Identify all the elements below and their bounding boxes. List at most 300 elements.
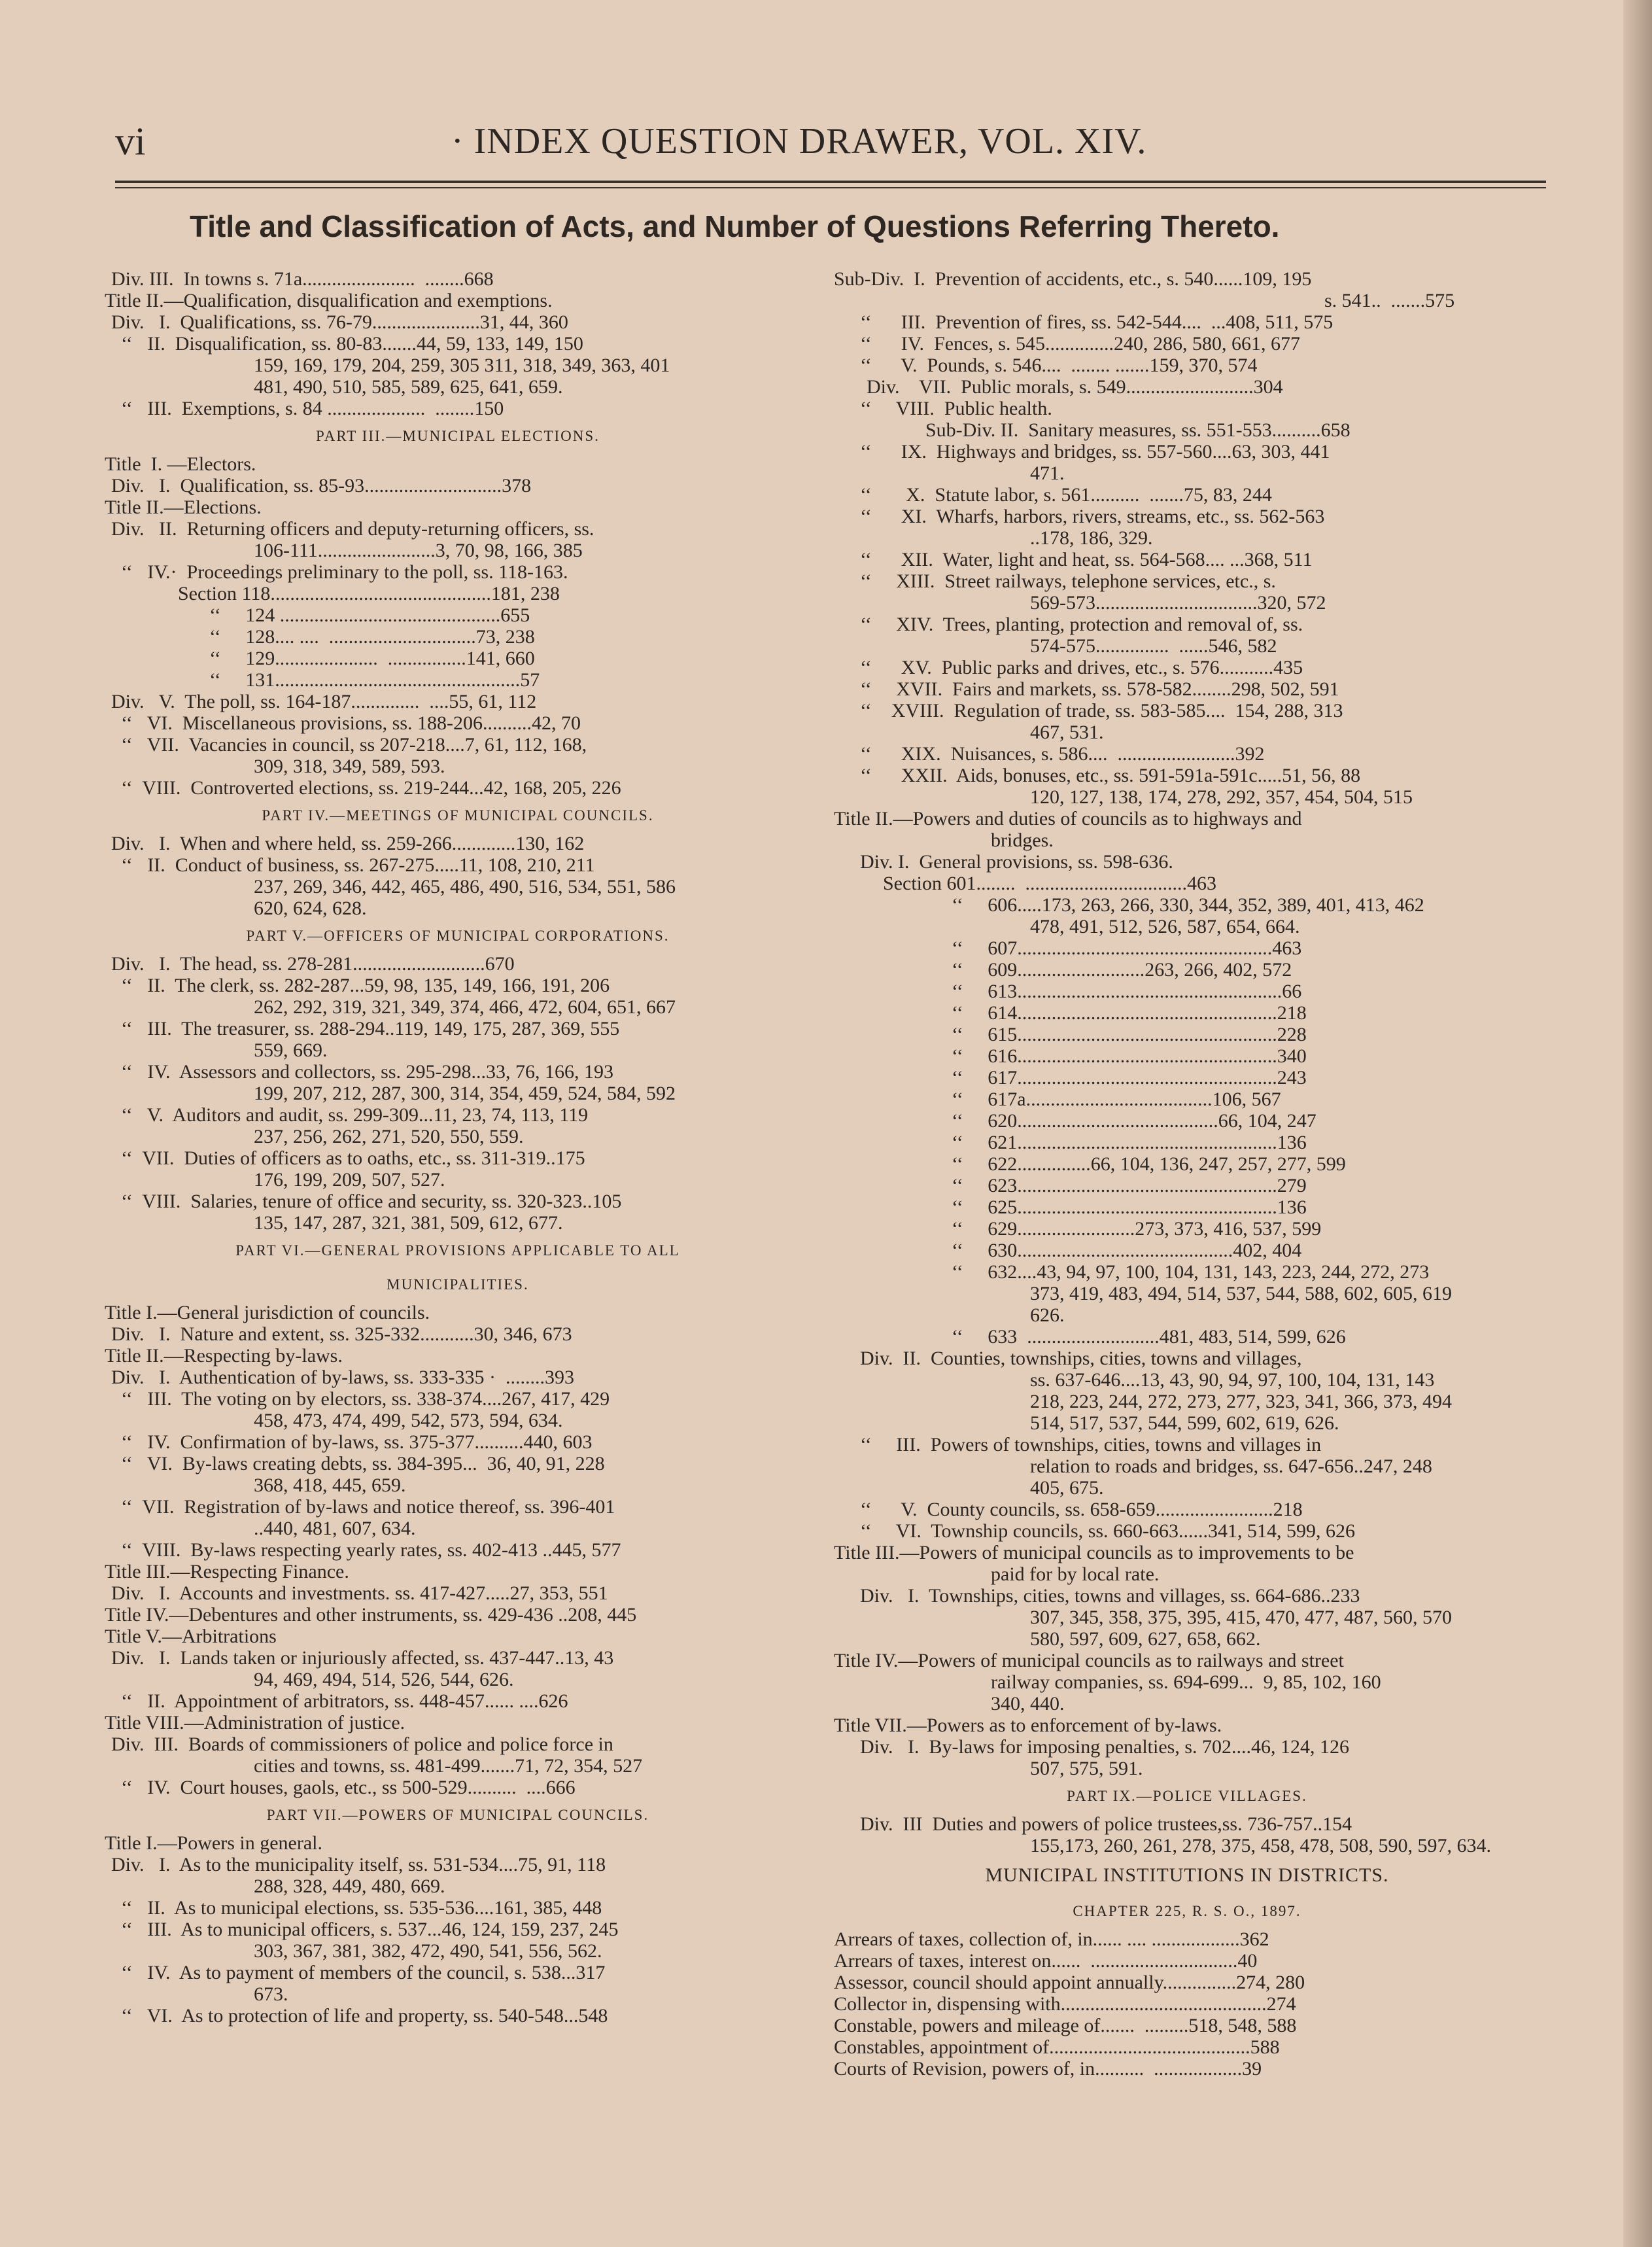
index-entry-line	[105, 583, 811, 604]
index-entry-text: 620, 624, 628.	[254, 897, 367, 919]
index-entry-line	[834, 1412, 1540, 1434]
index-entry-text: ‘‘ VIII. By-laws respecting yearly rates, ss. 402-413 ..445, 577	[111, 1539, 621, 1561]
index-entry-text: 176, 199, 209, 507, 527.	[254, 1169, 445, 1191]
index-entry-line	[105, 669, 811, 691]
index-entry-line	[105, 953, 811, 975]
index-entry-line	[105, 540, 811, 561]
index-entry-line	[834, 484, 1540, 506]
section-heading	[105, 419, 811, 453]
index-entry-text: ‘‘ 617a......................................106, 567	[952, 1089, 1281, 1110]
page-number: vi	[115, 120, 146, 163]
index-entry-line	[834, 1326, 1540, 1348]
index-entry-text: Assessor, council should appoint annually...............274, 280	[834, 1972, 1305, 1993]
index-entry-line	[105, 1940, 811, 1962]
index-entry-line	[834, 1715, 1540, 1736]
index-entry-line	[105, 2005, 811, 2027]
index-entry-text: ‘‘ II. The clerk, ss. 282-287...59, 98, 135, 149, 166, 191, 206	[111, 975, 610, 996]
index-entry-text: ‘‘ VIII. Controverted elections, ss. 219-244...42, 168, 205, 226	[111, 777, 621, 799]
index-entry-text: cities and towns, ss. 481-499.......71, 72, 354, 527	[254, 1755, 643, 1777]
index-entry-text: 237, 256, 262, 271, 520, 550, 559.	[254, 1126, 524, 1147]
section-heading-text: MUNICIPAL INSTITUTIONS IN DISTRICTS.	[985, 1864, 1389, 1886]
index-entry-text: 626.	[1030, 1304, 1065, 1326]
index-entry-line	[834, 1369, 1540, 1391]
index-entry-text: ‘‘ 617.....................................................243	[952, 1067, 1307, 1089]
index-entry-text: 373, 419, 483, 494, 514, 537, 544, 588, 602, 605, 619	[1030, 1283, 1452, 1304]
index-entry-text: Sub-Div. I. Prevention of accidents, etc., s. 540......109, 195	[834, 268, 1312, 290]
index-entry-text: ‘‘ 131..................................................57	[209, 669, 540, 691]
index-entry-text: ‘‘ II. Appointment of arbitrators, ss. 448-457...... ....626	[111, 1690, 568, 1712]
index-entry-text: 368, 418, 445, 659.	[254, 1474, 406, 1496]
index-entry-text: ‘‘ III. Powers of townships, cities, towns and villages in	[860, 1434, 1322, 1455]
index-entry-text: ‘‘ II. As to municipal elections, ss. 535-536....161, 385, 448	[111, 1897, 602, 1919]
index-entry-line	[105, 975, 811, 996]
index-entry-line	[834, 1607, 1540, 1628]
index-entry-line	[105, 1647, 811, 1669]
index-entry-line	[834, 1261, 1540, 1283]
section-heading	[834, 1779, 1540, 1813]
index-entry-line	[105, 1539, 811, 1561]
index-entry-line	[834, 376, 1540, 398]
index-entry-line	[105, 1518, 811, 1539]
index-entry-line	[105, 1126, 811, 1147]
index-entry-text: Constables, appointment of.........................................588	[834, 2036, 1280, 2058]
index-entry-text: s. 541.. .......575	[1324, 290, 1455, 311]
index-entry-line	[105, 1302, 811, 1323]
index-entry-line	[105, 1669, 811, 1690]
index-entry-text: ‘‘ II. Disqualification, ss. 80-83.......44, 59, 133, 149, 150	[111, 333, 583, 355]
index-entry-line	[834, 808, 1540, 829]
index-entry-text: ‘‘ XVIII. Regulation of trade, ss. 583-585.... 154, 288, 313	[860, 700, 1343, 722]
index-entry-text: ‘‘ VII. Registration of by-laws and notice thereof, ss. 396-401	[111, 1496, 615, 1518]
index-entry-text: Title III.—Powers of municipal councils as to improvements to be	[834, 1542, 1354, 1563]
index-entry-line	[834, 1563, 1540, 1585]
index-entry-text: ‘‘ 606.....173, 263, 266, 330, 344, 352, 389, 401, 413, 462	[952, 894, 1424, 916]
index-entry-text: Div. II. Counties, townships, cities, towns and villages,	[860, 1348, 1302, 1369]
header-rule-thin	[115, 187, 1546, 188]
section-heading	[105, 919, 811, 953]
index-entry-text: Title I.—Powers in general.	[105, 1832, 323, 1854]
index-entry-line	[834, 1153, 1540, 1175]
index-title: Title and Classification of Acts, and Number of Questions Referring Thereto.	[190, 209, 1280, 243]
index-entry-line	[834, 916, 1540, 937]
index-entry-text: Div. I. Accounts and investments. ss. 417-427.....27, 353, 551	[111, 1582, 608, 1604]
section-heading-text: PART VII.—POWERS OF MUNICIPAL COUNCILS.	[266, 1807, 649, 1823]
index-entry-line	[105, 1832, 811, 1854]
index-entry-line	[105, 1345, 811, 1367]
index-entry-line	[834, 268, 1540, 290]
index-entry-line	[834, 333, 1540, 355]
index-entry-line	[105, 1983, 811, 2005]
index-entry-line	[834, 2058, 1540, 2080]
index-entry-line	[834, 1520, 1540, 1542]
index-entry-line	[105, 876, 811, 897]
index-entry-line	[105, 1777, 811, 1798]
index-entry-text: 237, 269, 346, 442, 465, 486, 490, 516, 534, 551, 586	[254, 876, 676, 897]
index-entry-line	[834, 894, 1540, 916]
index-entry-line	[834, 1972, 1540, 1993]
index-entry-text: ‘‘ III. Prevention of fires, ss. 542-544.... ...408, 511, 575	[860, 311, 1334, 333]
section-heading	[105, 799, 811, 833]
index-entry-line	[105, 1854, 811, 1875]
index-entry-text: ‘‘ 616.....................................................340	[952, 1045, 1307, 1067]
index-entry-text: railway companies, ss. 694-699... 9, 85, 102, 160	[991, 1671, 1381, 1693]
index-entry-line	[834, 1477, 1540, 1499]
index-entry-line	[105, 1897, 811, 1919]
section-heading-text: PART III.—MUNICIPAL ELECTIONS.	[316, 428, 600, 444]
index-entry-line	[105, 1582, 811, 1604]
index-entry-text: Div. I. The head, ss. 278-281...........................670	[111, 953, 515, 975]
index-entry-text: ‘‘ XV. Public parks and drives, etc., s. 576...........435	[860, 657, 1303, 678]
index-entry-text: relation to roads and bridges, ss. 647-656..247, 248	[1030, 1455, 1432, 1477]
index-entry-text: ‘‘ 630............................................402, 404	[952, 1240, 1302, 1261]
index-entry-text: Div. I. As to the municipality itself, ss. 531-534....75, 91, 118	[111, 1854, 606, 1875]
index-entry-text: Div. I. Qualifications, ss. 76-79......................31, 44, 360	[111, 311, 568, 333]
index-entry-text: 471.	[1030, 462, 1065, 484]
index-entry-line	[105, 1919, 811, 1940]
index-entry-text: Title VIII.—Administration of justice.	[105, 1712, 405, 1733]
index-entry-line	[834, 1434, 1540, 1455]
index-entry-line	[105, 311, 811, 333]
index-entry-line	[105, 1083, 811, 1104]
index-entry-line	[105, 1733, 811, 1755]
index-entry-line	[834, 743, 1540, 765]
index-entry-text: ‘‘ 613......................................................66	[952, 981, 1302, 1002]
index-entry-text: ‘‘ VI. Miscellaneous provisions, ss. 188-206..........42, 70	[111, 712, 581, 734]
index-entry-text: ‘‘ 622...............66, 104, 136, 247, 257, 277, 599	[952, 1153, 1346, 1175]
section-heading	[105, 1798, 811, 1832]
index-entry-text: Div. II. Returning officers and deputy-returning officers, ss.	[111, 518, 594, 540]
index-entry-line	[105, 1962, 811, 1983]
index-entry-text: 673.	[254, 1983, 288, 2005]
index-entry-text: ..440, 481, 607, 634.	[254, 1518, 416, 1539]
index-entry-line	[834, 441, 1540, 462]
index-entry-text: 458, 473, 474, 499, 542, 573, 594, 634.	[254, 1410, 563, 1431]
index-entry-text: ‘‘ IV. As to payment of members of the council, s. 538...317	[111, 1962, 606, 1983]
index-entry-line	[834, 1542, 1540, 1563]
index-entry-text: Div. III Duties and powers of police trustees,ss. 736-757..154	[860, 1813, 1352, 1835]
index-entry-text: ‘‘ IV. Assessors and collectors, ss. 295-298...33, 76, 166, 193	[111, 1061, 614, 1083]
index-entry-text: ‘‘ V. Pounds, s. 546.... ........ .......159, 370, 574	[860, 355, 1258, 376]
index-entry-line	[105, 376, 811, 398]
index-entry-line	[834, 419, 1540, 441]
index-entry-line	[105, 1604, 811, 1626]
index-entry-text: ‘‘ II. Conduct of business, ss. 267-275.....11, 108, 210, 211	[111, 854, 595, 876]
index-entry-line	[834, 937, 1540, 959]
index-entry-line	[105, 1755, 811, 1777]
index-entry-line	[105, 897, 811, 919]
index-entry-line	[105, 1626, 811, 1647]
right-column	[834, 268, 1540, 2080]
index-entry-line	[105, 1323, 811, 1345]
index-entry-line	[834, 1175, 1540, 1196]
index-entry-line	[834, 398, 1540, 419]
index-entry-text: ‘‘ 623.....................................................279	[952, 1175, 1307, 1196]
index-entry-line	[105, 996, 811, 1018]
index-entry-text: Div. I. Nature and extent, ss. 325-332...........30, 346, 673	[111, 1323, 572, 1345]
index-entry-line	[105, 1039, 811, 1061]
index-entry-line	[105, 496, 811, 518]
index-entry-line	[834, 614, 1540, 635]
index-entry-line	[834, 1110, 1540, 1132]
index-entry-line	[834, 851, 1540, 873]
index-entry-text: ‘‘ III. The treasurer, ss. 288-294..119, 149, 175, 287, 369, 555	[111, 1018, 620, 1039]
running-header: · INDEX QUESTION DRAWER, VOL. XIV.	[451, 121, 1147, 162]
index-entry-text: ‘‘ IV. Court houses, gaols, etc., ss 500-529.......... ....666	[111, 1777, 576, 1798]
section-heading-text: PART IX.—POLICE VILLAGES.	[1067, 1788, 1307, 1804]
index-entry-text: ‘‘ III. The voting on by electors, ss. 338-374....267, 417, 429	[111, 1388, 610, 1410]
index-entry-line	[834, 959, 1540, 981]
index-entry-text: ‘‘ XI. Wharfs, harbors, rivers, streams, etc., ss. 562-563	[860, 506, 1325, 527]
index-entry-line	[105, 475, 811, 496]
index-entry-text: 514, 517, 537, 544, 599, 602, 619, 626.	[1030, 1412, 1339, 1434]
index-entry-text: ‘‘ XIX. Nuisances, s. 586.... ........................392	[860, 743, 1265, 765]
index-entry-line	[105, 268, 811, 290]
index-entry-text: ‘‘ IX. Highways and bridges, ss. 557-560....63, 303, 441	[860, 441, 1330, 462]
index-entry-text: Title IV.—Powers of municipal councils as to railways and street	[834, 1650, 1344, 1671]
index-entry-text: ‘‘ IV.· Proceedings preliminary to the poll, ss. 118-163.	[111, 561, 568, 583]
index-entry-line	[834, 1950, 1540, 1972]
index-entry-line	[105, 691, 811, 712]
section-heading-text: PART VI.—GENERAL PROVISIONS APPLICABLE TO ALL	[235, 1242, 680, 1259]
index-entry-text: Title II.—Qualification, disqualification and exemptions.	[105, 290, 553, 311]
index-entry-text: 94, 469, 494, 514, 526, 544, 626.	[254, 1669, 514, 1690]
index-entry-text: 574-575............... ......546, 582	[1030, 635, 1277, 657]
index-entry-line	[834, 1993, 1540, 2015]
index-entry-line	[834, 1835, 1540, 1856]
index-entry-line	[834, 1813, 1540, 1835]
index-entry-line	[105, 1690, 811, 1712]
index-entry-line	[834, 657, 1540, 678]
header-rule-thick	[115, 181, 1546, 183]
index-entry-line	[105, 1474, 811, 1496]
index-entry-text: 159, 169, 179, 204, 259, 305 311, 318, 349, 363, 401	[254, 355, 670, 376]
index-entry-line	[105, 1496, 811, 1518]
index-entry-line	[834, 722, 1540, 743]
index-entry-text: paid for by local rate.	[991, 1563, 1160, 1585]
index-entry-line	[834, 1391, 1540, 1412]
index-entry-line	[105, 1018, 811, 1039]
index-entry-line	[105, 398, 811, 419]
index-entry-line	[834, 1928, 1540, 1950]
index-entry-line	[105, 1453, 811, 1474]
index-entry-text: 481, 490, 510, 585, 589, 625, 641, 659.	[254, 376, 563, 398]
index-entry-text: ‘‘ 129..................... ................141, 660	[209, 648, 535, 669]
index-entry-line	[105, 854, 811, 876]
index-entry-line	[834, 829, 1540, 851]
index-entry-line	[105, 1410, 811, 1431]
index-entry-line	[834, 873, 1540, 894]
index-entry-line	[834, 635, 1540, 657]
index-entry-text: 135, 147, 287, 321, 381, 509, 612, 677.	[254, 1212, 563, 1234]
index-entry-line	[834, 2036, 1540, 2058]
section-heading	[834, 1894, 1540, 1928]
index-entry-line	[834, 1304, 1540, 1326]
index-entry-line	[834, 1693, 1540, 1715]
index-entry-text: 340, 440.	[991, 1693, 1065, 1715]
index-entry-line	[834, 311, 1540, 333]
page-edge-shadow	[1623, 0, 1652, 2247]
index-entry-line	[834, 1002, 1540, 1024]
index-entry-text: ‘‘ XVII. Fairs and markets, ss. 578-582........298, 502, 591	[860, 678, 1339, 700]
index-entry-text: bridges.	[991, 829, 1054, 851]
index-entry-text: Div. III. In towns s. 71a....................... ........668	[111, 268, 494, 290]
index-entry-line	[834, 2015, 1540, 2036]
index-entry-line	[834, 1650, 1540, 1671]
index-entry-line	[834, 1499, 1540, 1520]
index-entry-text: ‘‘ III. As to municipal officers, s. 537...46, 124, 159, 237, 245	[111, 1919, 619, 1940]
index-entry-text: Section 118.............................................181, 238	[178, 583, 560, 604]
index-entry-line	[834, 1196, 1540, 1218]
index-entry-text: ‘‘ V. County councils, ss. 658-659........................218	[860, 1499, 1303, 1520]
index-entry-line	[105, 1712, 811, 1733]
index-entry-text: ‘‘ 615.....................................................228	[952, 1024, 1307, 1045]
section-heading-text: MUNICIPALITIES.	[387, 1276, 529, 1293]
section-heading	[105, 1268, 811, 1302]
index-entry-line	[105, 1191, 811, 1212]
index-entry-text: ‘‘ XIII. Street railways, telephone services, etc., s.	[860, 570, 1276, 592]
index-entry-line	[105, 1061, 811, 1083]
index-entry-text: Title II.—Elections.	[105, 496, 262, 518]
index-entry-text: Arrears of taxes, interest on...... ..............................40	[834, 1950, 1258, 1972]
index-entry-text: Collector in, dispensing with..........................................274	[834, 1993, 1296, 2015]
index-entry-text: Div. I. Authentication of by-laws, ss. 333-335 · ........393	[111, 1367, 574, 1388]
index-entry-line	[105, 734, 811, 756]
index-entry-text: ‘‘ XII. Water, light and heat, ss. 564-568.... ...368, 511	[860, 549, 1313, 570]
index-entry-line	[105, 1875, 811, 1897]
index-entry-text: Title I.—General jurisdiction of councils.	[105, 1302, 430, 1323]
index-entry-line	[834, 1736, 1540, 1758]
index-entry-text: 218, 223, 244, 272, 273, 277, 323, 341, 366, 373, 494	[1030, 1391, 1452, 1412]
index-entry-text: ‘‘ 607....................................................463	[952, 937, 1302, 959]
index-entry-line	[834, 1045, 1540, 1067]
index-entry-text: ‘‘ VI. As to protection of life and property, ss. 540-548...548	[111, 2005, 608, 2027]
index-entry-line	[834, 1089, 1540, 1110]
section-heading	[105, 1234, 811, 1268]
index-entry-text: ‘‘ 633 ...........................481, 483, 514, 599, 626	[952, 1326, 1346, 1348]
index-entry-text: ‘‘ VIII. Salaries, tenure of office and security, ss. 320-323..105	[111, 1191, 622, 1212]
index-entry-line	[105, 648, 811, 669]
index-entry-text: ‘‘ 629........................273, 373, 416, 537, 599	[952, 1218, 1322, 1240]
index-entry-line	[834, 506, 1540, 527]
index-entry-text: Title VII.—Powers as to enforcement of by-laws.	[834, 1715, 1222, 1736]
index-entry-line	[834, 678, 1540, 700]
index-entry-line	[105, 604, 811, 626]
index-entry-text: ‘‘ VII. Vacancies in council, ss 207-218....7, 61, 112, 168,	[111, 734, 587, 756]
index-entry-line	[105, 756, 811, 777]
index-entry-text: Sub-Div. II. Sanitary measures, ss. 551-553..........658	[925, 419, 1351, 441]
index-entry-line	[834, 1348, 1540, 1369]
index-entry-line	[105, 833, 811, 854]
index-entry-line	[105, 1367, 811, 1388]
index-entry-text: ‘‘ III. Exemptions, s. 84 .................... ........150	[111, 398, 504, 419]
index-entry-line	[105, 1147, 811, 1169]
index-entry-line	[834, 765, 1540, 786]
section-heading-text: PART V.—OFFICERS OF MUNICIPAL CORPORATIONS.	[246, 928, 670, 944]
index-entry-text: Title II.—Respecting by-laws.	[105, 1345, 343, 1367]
index-entry-text: 303, 367, 381, 382, 472, 490, 541, 556, 562.	[254, 1940, 602, 1962]
index-entry-text: Div. III. Boards of commissioners of police and police force in	[111, 1733, 613, 1755]
index-entry-text: Courts of Revision, powers of, in.......... ..................39	[834, 2058, 1262, 2080]
index-entry-text: Div. I. Lands taken or injuriously affected, ss. 437-447..13, 43	[111, 1647, 614, 1669]
index-entry-text: ‘‘ IV. Fences, s. 545..............240, 286, 580, 661, 677	[860, 333, 1301, 355]
index-entry-text: 199, 207, 212, 287, 300, 314, 354, 459, 524, 584, 592	[254, 1083, 676, 1104]
index-entry-text: 307, 345, 358, 375, 395, 415, 470, 477, 487, 560, 570	[1030, 1607, 1452, 1628]
index-entry-line	[834, 981, 1540, 1002]
index-entry-text: Title I. —Electors.	[105, 453, 256, 475]
index-entry-line	[834, 462, 1540, 484]
index-entry-text: 106-111........................3, 70, 98, 166, 385	[254, 540, 583, 561]
index-entry-text: ‘‘ 621.....................................................136	[952, 1132, 1307, 1153]
index-entry-line	[834, 527, 1540, 549]
index-entry-line	[105, 333, 811, 355]
index-entry-line	[834, 1585, 1540, 1607]
index-entry-line	[834, 290, 1540, 311]
index-entry-text: 478, 491, 512, 526, 587, 654, 664.	[1030, 916, 1300, 937]
index-entry-text: Div. I. When and where held, ss. 259-266.............130, 162	[111, 833, 585, 854]
section-heading	[834, 1856, 1540, 1894]
index-entry-text: ‘‘ XIV. Trees, planting, protection and removal of, ss.	[860, 614, 1303, 635]
index-entry-line	[105, 561, 811, 583]
index-entry-text: ‘‘ 128.... .... ..............................73, 238	[209, 626, 535, 648]
index-entry-text: Div. I. Townships, cities, towns and villages, ss. 664-686..233	[860, 1585, 1360, 1607]
index-entry-line	[834, 1671, 1540, 1693]
index-entry-line	[105, 712, 811, 734]
index-entry-text: ‘‘ 124 .............................................655	[209, 604, 530, 626]
index-entry-text: 467, 531.	[1030, 722, 1104, 743]
index-entry-text: ‘‘ 609..........................263, 266, 402, 572	[952, 959, 1292, 981]
index-entry-line	[105, 518, 811, 540]
index-entry-text: ‘‘ 614.....................................................218	[952, 1002, 1307, 1024]
index-entry-text: Div. VII. Public morals, s. 549..........................304	[867, 376, 1283, 398]
index-entry-line	[834, 1024, 1540, 1045]
index-entry-text: 580, 597, 609, 627, 658, 662.	[1030, 1628, 1261, 1650]
index-entry-line	[105, 1431, 811, 1453]
index-entry-line	[105, 1104, 811, 1126]
index-entry-line	[834, 1067, 1540, 1089]
index-entry-line	[834, 1283, 1540, 1304]
index-entry-text: ..178, 186, 329.	[1030, 527, 1153, 549]
index-entry-text: ‘‘ IV. Confirmation of by-laws, ss. 375-377..........440, 603	[111, 1431, 593, 1453]
index-entry-text: Title IV.—Debentures and other instruments, ss. 429-436 ..208, 445	[105, 1604, 637, 1626]
index-entry-text: ‘‘ 632....43, 94, 97, 100, 104, 131, 143, 223, 244, 272, 273	[952, 1261, 1430, 1283]
index-entry-text: ‘‘ VI. By-laws creating debts, ss. 384-395... 36, 40, 91, 228	[111, 1453, 605, 1474]
index-entry-line	[105, 1169, 811, 1191]
index-entry-text: 309, 318, 349, 589, 593.	[254, 756, 445, 777]
index-entry-text: ‘‘ VI. Township councils, ss. 660-663......341, 514, 599, 626	[860, 1520, 1356, 1542]
index-entry-line	[834, 1132, 1540, 1153]
index-entry-line	[834, 1240, 1540, 1261]
index-entry-line	[834, 355, 1540, 376]
index-entry-text: ‘‘ XXII. Aids, bonuses, etc., ss. 591-591a-591c.....51, 56, 88	[860, 765, 1361, 786]
index-entry-line	[834, 570, 1540, 592]
index-entry-text: 155,173, 260, 261, 278, 375, 458, 478, 508, 590, 597, 634.	[1030, 1835, 1491, 1856]
index-entry-text: Title III.—Respecting Finance.	[105, 1561, 349, 1582]
index-entry-text: Arrears of taxes, collection of, in...... .... ..................362	[834, 1928, 1269, 1950]
left-column	[105, 268, 811, 2027]
index-entry-text: ‘‘ X. Statute labor, s. 561.......... .......75, 83, 244	[860, 484, 1272, 506]
index-entry-text: Div. I. By-laws for imposing penalties, s. 702....46, 124, 126	[860, 1736, 1349, 1758]
index-entry-text: ‘‘ V. Auditors and audit, ss. 299-309...11, 23, 74, 113, 119	[111, 1104, 589, 1126]
index-entry-text: ‘‘ VII. Duties of officers as to oaths, etc., ss. 311-319..175	[111, 1147, 585, 1169]
index-entry-line	[105, 453, 811, 475]
index-entry-text: ‘‘ 625.....................................................136	[952, 1196, 1307, 1218]
index-entry-text: ‘‘ 620.........................................66, 104, 247	[952, 1110, 1316, 1132]
index-entry-text: ss. 637-646....13, 43, 90, 94, 97, 100, 104, 131, 143	[1030, 1369, 1435, 1391]
index-entry-line	[105, 355, 811, 376]
section-heading-text: PART IV.—MEETINGS OF MUNICIPAL COUNCILS.	[262, 807, 654, 824]
index-entry-text: 507, 575, 591.	[1030, 1758, 1143, 1779]
index-entry-line	[834, 592, 1540, 614]
